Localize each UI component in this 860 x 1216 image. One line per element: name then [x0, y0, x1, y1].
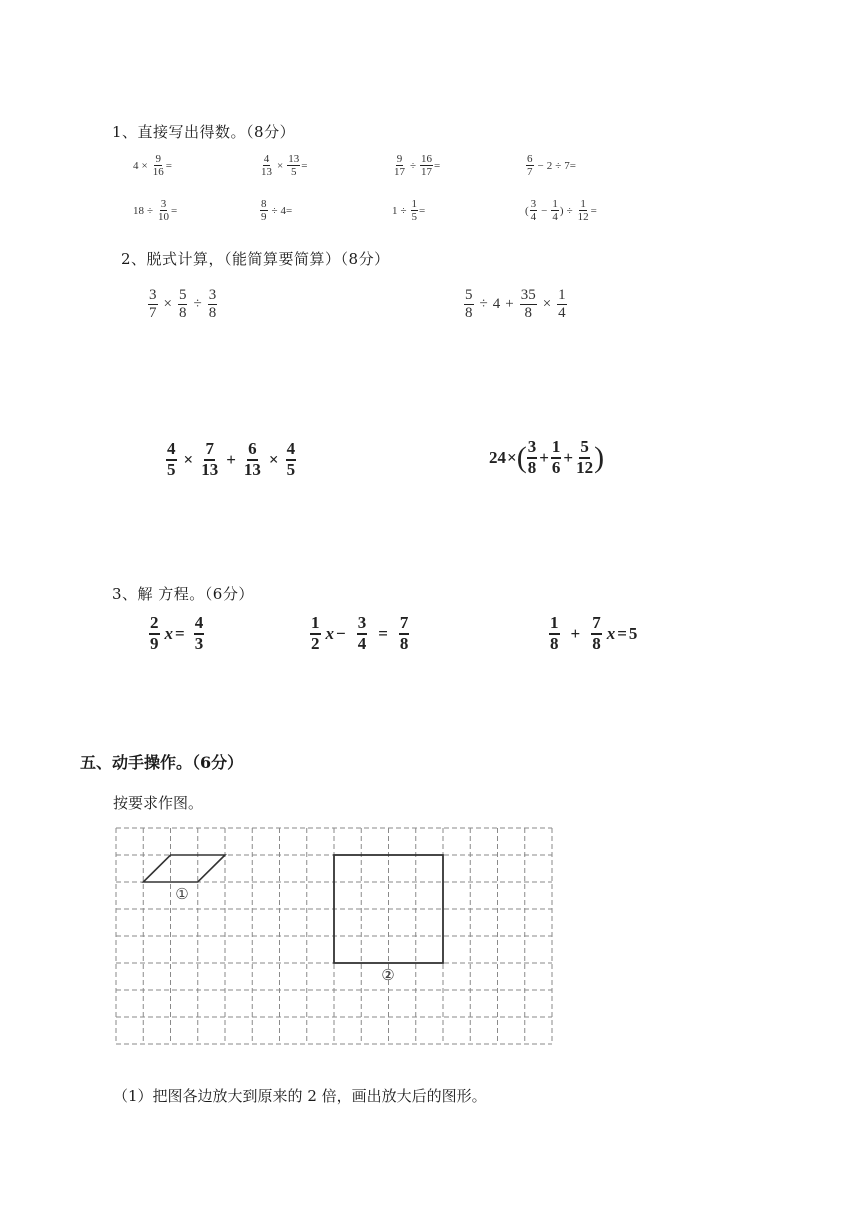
denominator: 7	[527, 166, 533, 179]
variable: x	[164, 623, 173, 643]
denominator: 4	[357, 633, 367, 653]
q1-row2-d	[525, 198, 597, 223]
operator: ×	[163, 295, 172, 312]
shape-1-label: ①	[175, 885, 189, 903]
numerator: 9	[155, 153, 161, 165]
q2-expr-2	[463, 287, 568, 321]
term: 18	[133, 204, 144, 217]
numerator: 1	[552, 198, 558, 210]
operator: −	[336, 623, 346, 643]
fraction	[287, 153, 300, 178]
denominator: 8	[550, 633, 559, 653]
denominator: 13	[261, 166, 272, 179]
fraction	[551, 198, 559, 223]
operator: ÷	[555, 159, 562, 172]
numerator: 1	[580, 198, 586, 210]
q3-title: 3、解 方程。（6分）	[112, 585, 254, 603]
shape-2-label: ②	[381, 966, 395, 984]
numerator: 3	[530, 198, 537, 210]
numerator: 3	[357, 614, 368, 635]
denominator: 17	[421, 166, 433, 179]
fraction	[399, 614, 410, 653]
term: 4	[280, 204, 287, 217]
q1-row2-c	[392, 198, 425, 223]
q3-equation-1	[148, 614, 205, 653]
numerator: 4	[286, 440, 297, 461]
section5-title: 五、动手操作。（6分）	[80, 753, 244, 772]
q1-row1-a	[133, 153, 172, 178]
fraction	[520, 287, 537, 321]
numerator: 4	[194, 614, 205, 635]
paren: (	[525, 204, 529, 217]
denominator: 4	[558, 304, 566, 321]
fraction	[194, 614, 205, 653]
denominator: 10	[158, 211, 170, 224]
paren: )	[594, 440, 605, 474]
denominator: 6	[551, 457, 561, 477]
operator: +	[563, 447, 574, 467]
term: 24	[489, 447, 506, 467]
fraction	[557, 287, 567, 321]
fraction	[393, 153, 406, 178]
fraction	[464, 287, 474, 321]
term: 7	[564, 159, 570, 172]
operator: ×	[268, 449, 279, 469]
fraction	[260, 153, 273, 178]
numerator: 3	[160, 198, 167, 210]
denominator: 8	[465, 304, 473, 321]
operator: ×	[183, 449, 194, 469]
numerator: 9	[396, 153, 403, 165]
equals-sign: =	[419, 204, 426, 217]
denominator: 3	[194, 633, 204, 653]
operator: ×	[277, 159, 284, 172]
q3-equation-3	[548, 614, 637, 653]
denominator: 13	[201, 459, 219, 479]
q2-expr-3	[165, 440, 297, 479]
drawing-grid	[110, 822, 562, 1052]
q1-row1-b	[259, 153, 307, 178]
numerator: 1	[558, 287, 566, 303]
denominator: 12	[576, 457, 594, 477]
numerator: 5	[178, 287, 187, 303]
denominator: 8	[178, 304, 187, 321]
fraction	[260, 198, 268, 223]
operator: −	[541, 204, 548, 217]
q2-expr-4	[489, 438, 603, 477]
operator: ÷	[147, 204, 154, 217]
denominator: 4	[552, 211, 558, 224]
fraction	[549, 614, 560, 653]
numerator: 6	[247, 440, 258, 461]
numerator: 35	[520, 287, 536, 303]
term: 2	[546, 159, 553, 172]
equals-sign: =	[590, 204, 597, 217]
variable: x	[606, 623, 616, 643]
equals-sign: =	[165, 159, 172, 172]
denominator: 8	[524, 304, 532, 321]
operator: +	[539, 447, 549, 467]
equals-sign: =	[434, 159, 441, 172]
q2-title: 2、脱式计算，（能简算要简算）（8分）	[121, 250, 390, 268]
denominator: 8	[399, 633, 409, 653]
denominator: 8	[592, 633, 601, 653]
q3-equation-2	[309, 614, 410, 653]
equals-sign: =	[286, 204, 293, 217]
variable: x	[325, 623, 334, 643]
equals-sign: =	[569, 159, 576, 172]
equals-sign: =	[378, 623, 388, 643]
fraction	[411, 198, 419, 223]
paren: )	[559, 204, 564, 217]
fraction	[149, 614, 160, 653]
denominator: 5	[290, 166, 297, 179]
denominator: 8	[208, 304, 217, 321]
numerator: 1	[549, 614, 560, 635]
operator: ×	[141, 159, 148, 172]
denominator: 5	[411, 211, 418, 224]
numerator: 3	[208, 287, 217, 303]
paren: (	[516, 440, 527, 474]
q1-row1-c	[392, 153, 440, 178]
numerator: 6	[527, 153, 533, 165]
fraction	[208, 287, 218, 321]
denominator: 7	[149, 304, 157, 321]
equals-sign: =	[301, 159, 308, 172]
numerator: 3	[149, 287, 157, 303]
denominator: 9	[150, 633, 159, 653]
numerator: 4	[263, 153, 270, 165]
fraction	[310, 614, 321, 653]
operator: ÷	[193, 295, 202, 312]
numerator: 3	[527, 438, 538, 459]
q1-row1-d	[525, 153, 576, 178]
numerator: 5	[579, 438, 590, 459]
operator: ÷	[410, 159, 417, 172]
numerator: 8	[261, 198, 267, 210]
fraction	[152, 153, 165, 178]
fraction	[286, 440, 297, 479]
fraction	[591, 614, 602, 653]
equals-sign: =	[171, 204, 178, 217]
denominator: 12	[577, 211, 589, 224]
term: 4	[492, 295, 501, 312]
fraction	[166, 440, 177, 479]
term: 4	[133, 159, 139, 172]
numerator: 7	[204, 440, 215, 461]
denominator: 13	[243, 459, 261, 479]
fraction	[157, 198, 170, 223]
denominator: 4	[530, 211, 537, 224]
fraction	[551, 438, 562, 477]
q1-row2-a	[133, 198, 177, 223]
operator: +	[226, 449, 236, 469]
operator: ÷	[566, 204, 573, 217]
denominator: 8	[527, 457, 537, 477]
fraction	[527, 438, 538, 477]
operator: −	[537, 159, 544, 172]
operator: +	[505, 295, 514, 312]
numerator: 2	[149, 614, 160, 635]
denominator: 16	[152, 166, 164, 179]
numerator: 1	[411, 198, 418, 210]
q1-title: 1、直接写出得数。（8分）	[112, 123, 296, 141]
denominator: 5	[167, 459, 176, 479]
operator: +	[570, 623, 581, 643]
operator: ×	[507, 447, 517, 467]
numerator: 13	[288, 153, 300, 165]
numerator: 7	[591, 614, 602, 635]
numerator: 7	[399, 614, 410, 635]
operator: ÷	[479, 295, 488, 312]
numerator: 1	[551, 438, 562, 459]
numerator: 1	[310, 614, 321, 635]
fraction	[178, 287, 188, 321]
fraction	[575, 438, 594, 477]
fraction	[530, 198, 538, 223]
term: 5	[628, 623, 638, 643]
section5-task-1: （1）把图各边放大到原来的 2 倍，画出放大后的图形。	[113, 1087, 487, 1105]
shape-1-parallelogram	[143, 855, 225, 882]
term: 1	[392, 204, 398, 217]
numerator: 5	[465, 287, 473, 303]
denominator: 17	[394, 166, 405, 179]
fraction	[357, 614, 368, 653]
q1-row2-b	[259, 198, 292, 223]
fraction	[526, 153, 534, 178]
fraction	[577, 198, 590, 223]
denominator: 2	[311, 633, 320, 653]
fraction	[420, 153, 433, 178]
denominator: 9	[261, 211, 267, 224]
operator: ×	[542, 295, 552, 312]
q2-expr-1	[147, 287, 218, 321]
section5-instruction: 按要求作图。	[113, 794, 204, 812]
fraction	[148, 287, 158, 321]
denominator: 5	[286, 459, 296, 479]
equals-sign: =	[617, 623, 627, 643]
operator: ÷	[400, 204, 407, 217]
equals-sign: =	[175, 623, 185, 643]
fraction	[243, 440, 262, 479]
numerator: 16	[421, 153, 433, 165]
operator: ÷	[271, 204, 278, 217]
numerator: 4	[166, 440, 177, 461]
fraction	[200, 440, 219, 479]
